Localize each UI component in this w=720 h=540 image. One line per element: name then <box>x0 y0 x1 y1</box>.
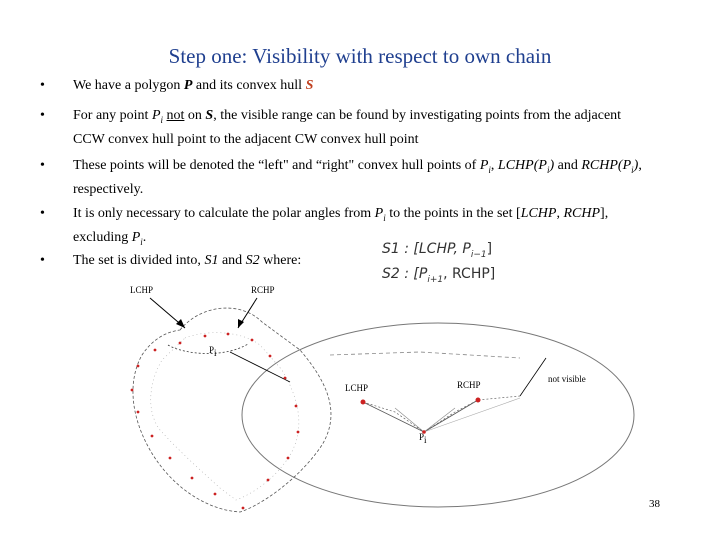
local-arc-left <box>168 344 248 354</box>
formula-text: ] <box>486 241 493 257</box>
text-run: . <box>142 229 147 245</box>
label-lchp-right: LCHP <box>345 383 369 393</box>
text-run: and <box>554 158 582 173</box>
subscript: i <box>160 114 164 125</box>
vertex <box>137 365 140 368</box>
rchp-symbol: RCHP <box>563 206 601 221</box>
vertex <box>151 435 154 438</box>
polygon-symbol: P <box>183 78 193 93</box>
subscript: i <box>631 164 634 175</box>
vertex <box>242 507 245 510</box>
vertex <box>297 431 300 434</box>
text-run: , respectively. <box>73 158 642 197</box>
formula-subscript: i−1 <box>470 249 487 260</box>
text-run: ) <box>549 158 555 173</box>
vertex <box>295 405 298 408</box>
point-symbol: P <box>131 229 141 245</box>
label-lchp-top: LCHP <box>130 285 154 295</box>
lchp-vertex <box>361 400 366 405</box>
rchp-vertex <box>476 398 481 403</box>
vertex <box>169 457 172 460</box>
subscript: i <box>140 236 143 247</box>
vertex <box>154 349 157 352</box>
subscript: i <box>488 164 491 175</box>
label-subscript: i <box>214 347 217 358</box>
point-symbol: P <box>151 108 161 123</box>
bullet-marker: • <box>40 78 45 93</box>
text-run: The set is divided into, <box>73 253 205 268</box>
text-run: It is only necessary to calculate the polar angles from <box>73 206 375 221</box>
hull-edge-top <box>330 352 520 358</box>
lchp-symbol: LCHP <box>520 206 557 221</box>
text-run: and its convex hull <box>192 78 306 93</box>
point-symbol: P <box>374 206 384 221</box>
formula-text: S2 : [P <box>382 266 428 282</box>
ray-to-lchp <box>363 402 424 432</box>
text-run: (P <box>533 158 547 173</box>
text-run: ) <box>633 158 639 173</box>
hull-symbol: S <box>305 78 314 93</box>
label-rchp-right: RCHP <box>457 380 481 390</box>
text-run: For any point <box>73 108 152 123</box>
vertex <box>287 457 290 460</box>
left-vertices <box>131 333 300 510</box>
subscript: i <box>383 212 386 223</box>
underlined-not: not <box>166 108 185 123</box>
text-run: ], excluding <box>73 206 609 245</box>
label-text: P <box>209 345 215 355</box>
text-run: to the points in the set [ <box>385 206 521 221</box>
vertex <box>204 335 207 338</box>
arrow-lchp-head <box>176 319 185 328</box>
polygon-outline-left <box>151 333 299 500</box>
text-run: , the visible range can be found by investigating points from the adjacent CCW convex hull point to the adjacent CW convex hull point <box>73 108 622 147</box>
vertex <box>251 339 254 342</box>
text-run: where: <box>259 253 302 268</box>
bullet-marker: • <box>40 253 45 268</box>
slide-title: Step one: Visibility with respect to own chain <box>168 44 552 68</box>
lchp-symbol: LCHP <box>497 158 534 173</box>
s2-symbol: S2 <box>245 253 260 268</box>
label-text: P <box>419 432 425 442</box>
arrow-not-visible <box>520 358 546 396</box>
text-run: on <box>184 108 206 123</box>
vertex <box>227 333 230 336</box>
right-vertices <box>361 398 481 434</box>
page-number: 38 <box>649 498 660 510</box>
vertex <box>131 389 134 392</box>
ray-fan-2 <box>424 408 455 432</box>
text-run: , <box>556 206 564 221</box>
s1-symbol: S1 <box>204 253 219 268</box>
bullet-marker: • <box>40 108 45 123</box>
vertex <box>284 377 287 380</box>
vertex <box>269 355 272 358</box>
vertex <box>214 493 217 496</box>
text-run: These points will be denoted the “left" and “right" convex hull points of <box>73 158 480 173</box>
label-rchp-top: RCHP <box>251 285 275 295</box>
vertex <box>179 342 182 345</box>
label-pi-bottom <box>419 432 427 445</box>
text-run: , <box>490 158 498 173</box>
formula-text: , RCHP] <box>443 266 496 282</box>
point-symbol: P <box>479 158 489 173</box>
label-subscript: i <box>424 434 427 445</box>
vertex <box>267 479 270 482</box>
subscript: i <box>546 164 550 175</box>
label-pi-top <box>209 345 217 358</box>
rchp-symbol: RCHP <box>581 158 618 173</box>
formula-subscript: i+1 <box>427 274 444 285</box>
bullet-marker: • <box>40 158 45 173</box>
formula-text: S1 : [LCHP, P <box>382 241 471 257</box>
text-run: (P <box>617 158 632 173</box>
vertex <box>191 477 194 480</box>
arrow-pi-top <box>230 352 290 382</box>
text-run: and <box>218 253 246 268</box>
label-not-visible: not visible <box>548 374 586 384</box>
vertex <box>137 411 140 414</box>
hull-symbol: S <box>205 108 214 123</box>
bullet-marker: • <box>40 206 45 221</box>
text-run: We have a polygon <box>73 78 184 93</box>
